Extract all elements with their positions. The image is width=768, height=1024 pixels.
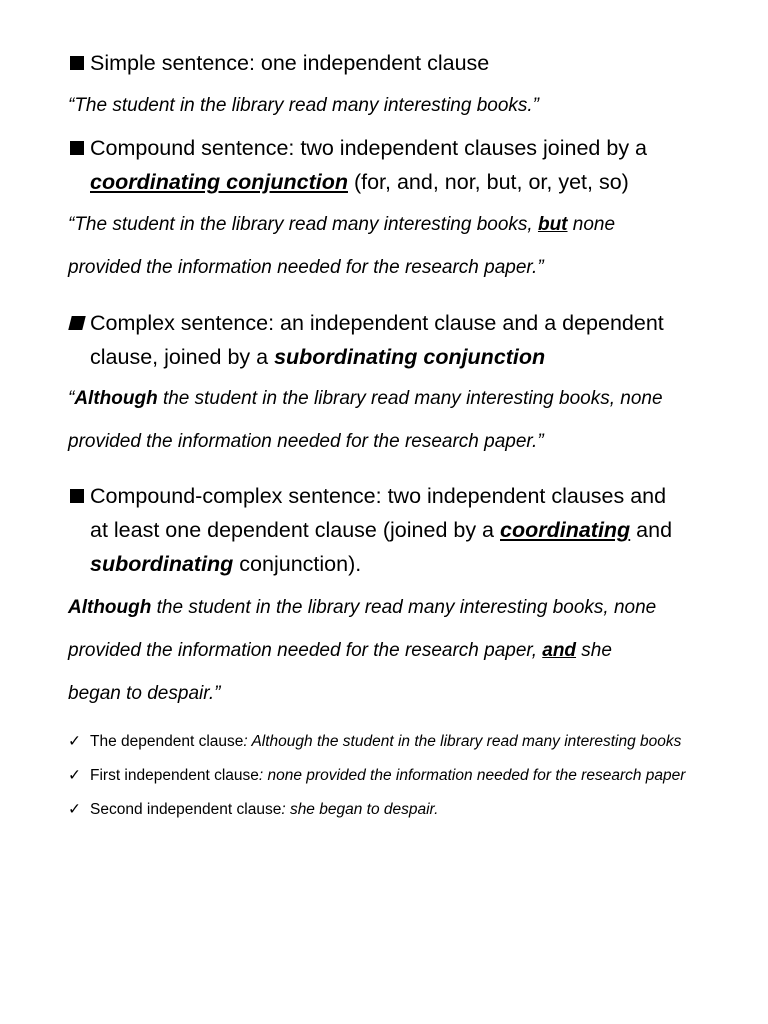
checklist-label: The dependent clause <box>90 733 244 750</box>
bullet-compound-sentence <box>68 131 728 199</box>
example-text: none <box>567 214 616 235</box>
checklist-item-first-independent-clause <box>68 765 748 787</box>
square-bullet-icon <box>70 141 84 155</box>
checklist-value: : Although the student in the library read many interesting books <box>243 733 682 750</box>
example-text: “ <box>68 388 75 409</box>
bullet-text: and <box>630 518 673 542</box>
checklist-item-dependent-clause <box>68 731 748 753</box>
checkmark-icon: ✓ <box>68 733 81 750</box>
checklist-label: First independent clause <box>90 767 259 784</box>
conjunction-and: and <box>542 640 577 661</box>
example-text: provided the information needed for the research paper.” <box>68 431 544 452</box>
checklist-label: Second independent clause <box>90 801 282 818</box>
term-subordinating-conjunction: subordinating conjunction <box>274 345 546 369</box>
bullet-text: Complex sentence: an independent clause and a dependent <box>90 311 664 335</box>
checklist-value: : none provided the information needed for the research paper <box>258 767 686 784</box>
bullet-simple-sentence <box>68 46 728 80</box>
conjunction-but: but <box>537 214 568 235</box>
bullet-text: Compound sentence: two independent clauses joined by a <box>90 136 647 160</box>
checkmark-icon: ✓ <box>68 767 81 784</box>
example-text: the student in the library read many interesting books, none <box>157 388 663 409</box>
conjunction-although: Although <box>74 388 158 409</box>
example-text: “The student in the library read many interesting books, <box>68 214 538 235</box>
example-text: provided the information needed for the research paper, <box>68 640 543 661</box>
term-coordinating: coordinating <box>500 518 631 542</box>
bullet-complex-sentence <box>68 306 728 374</box>
checklist-value: : she began to despair. <box>281 801 439 818</box>
example-compound-complex <box>68 586 728 715</box>
example-text: she <box>576 640 612 661</box>
conjunction-although: Although <box>68 597 152 618</box>
bullet-text-rest: (for, and, nor, but, or, yet, so) <box>347 170 629 194</box>
square-bullet-icon <box>70 56 84 70</box>
example-simple <box>68 84 728 127</box>
bullet-text: Compound-complex sentence: two independent clauses and <box>90 484 667 508</box>
term-subordinating: subordinating <box>90 552 234 576</box>
example-compound <box>68 203 728 289</box>
checklist-item-second-independent-clause <box>68 799 748 821</box>
term-coordinating-conjunction: coordinating conjunction <box>90 170 348 194</box>
bullet-compound-complex-sentence <box>68 479 728 581</box>
bullet-text: at least one dependent clause (joined by a <box>90 518 500 542</box>
bullet-text: Simple sentence: one independent clause <box>90 51 490 75</box>
checkmark-icon: ✓ <box>68 801 81 818</box>
example-text: provided the information needed for the research paper.” <box>68 257 544 278</box>
bullet-text: conjunction). <box>233 552 362 576</box>
example-complex <box>68 377 728 463</box>
square-bullet-icon <box>70 489 84 503</box>
example-text: began to despair.” <box>68 683 221 704</box>
example-text: the student in the library read many interesting books, none <box>151 597 657 618</box>
bullet-text: clause, joined by a <box>90 345 275 369</box>
example-text: “The student in the library read many interesting books.” <box>68 95 540 116</box>
